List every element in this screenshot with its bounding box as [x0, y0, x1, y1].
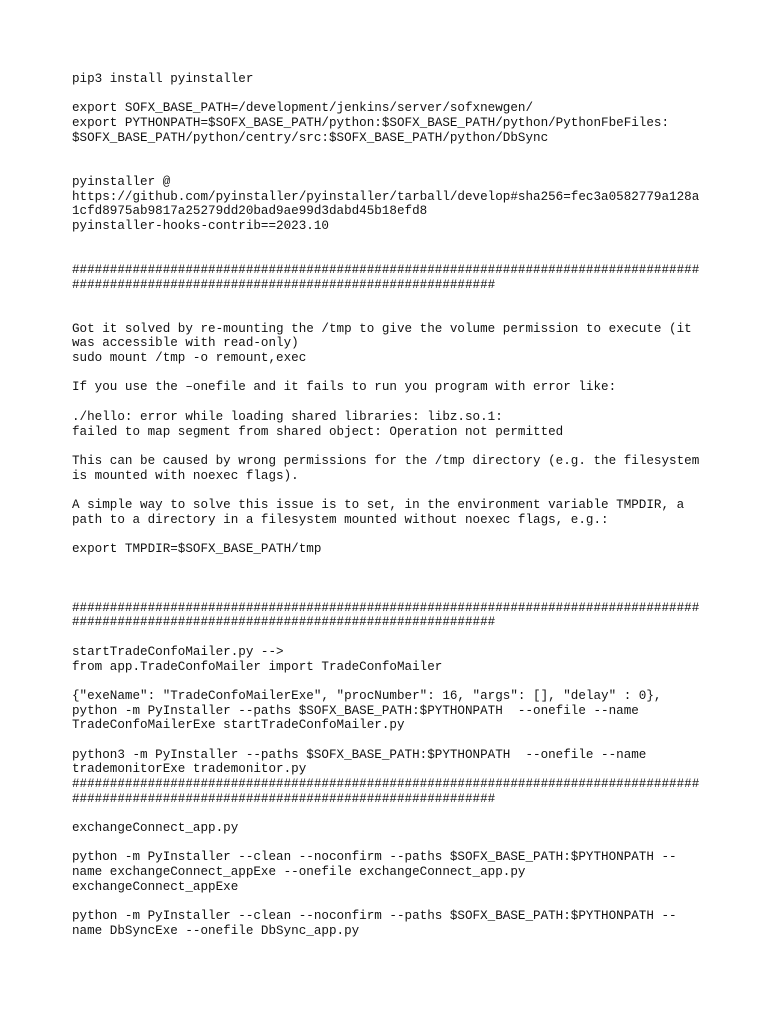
text-line: path to a directory in a filesystem mounted without noexec flags, e.g.:: [72, 512, 609, 527]
blank-line: [72, 248, 712, 263]
blank-line: [72, 557, 712, 572]
text-line: {"exeName": "TradeConfoMailerExe", "procNumber": 16, "args": [], "delay" : 0},: [72, 688, 662, 703]
text-line: pyinstaller @: [72, 174, 171, 189]
text-line: name exchangeConnect_appExe --onefile exchangeConnect_app.py: [72, 865, 526, 880]
separator-line: ########################################################: [72, 615, 496, 630]
blank-line: [72, 307, 712, 322]
blank-line: [72, 439, 712, 454]
separator-line: ###################################################################################: [72, 777, 700, 791]
text-line: was accessible with read-only): [72, 336, 299, 351]
text-line: trademonitorExe trademonitor.py: [72, 762, 307, 777]
text-line: TradeConfoMailerExe startTradeConfoMailer.py: [72, 718, 405, 733]
text-line: This can be caused by wrong permissions for the /tmp directory (e.g. the filesystem: [72, 453, 700, 468]
blank-line: [72, 366, 712, 381]
text-line: sudo mount /tmp -o remount,exec: [72, 351, 307, 366]
text-line: pyinstaller-hooks-contrib==2023.10: [72, 218, 329, 233]
text-line: export PYTHONPATH=$SOFX_BASE_PATH/python:$SOFX_BASE_PATH/python/PythonFbeFiles:: [72, 116, 670, 131]
blank-line: [72, 674, 712, 689]
text-line: python -m PyInstaller --clean --noconfirm --paths $SOFX_BASE_PATH:$PYTHONPATH --: [72, 909, 677, 924]
text-line: python3 -m PyInstaller --paths $SOFX_BASE_PATH:$PYTHONPATH --onefile --name: [72, 747, 647, 762]
text-line: startTradeConfoMailer.py -->: [72, 644, 284, 659]
blank-line: [72, 733, 712, 748]
text-line: A simple way to solve this issue is to set, in the environment variable TMPDIR, a: [72, 497, 685, 512]
text-line: from app.TradeConfoMailer import TradeConfoMailer: [72, 659, 443, 674]
text-line: If you use the –onefile and it fails to run you program with error like:: [72, 380, 617, 395]
text-line: python -m PyInstaller --clean --noconfirm --paths $SOFX_BASE_PATH:$PYTHONPATH --: [72, 850, 677, 865]
text-line: Got it solved by re-mounting the /tmp to give the volume permission to execute (it: [72, 321, 692, 336]
blank-line: [72, 630, 712, 645]
text-line: python -m PyInstaller --paths $SOFX_BASE_PATH:$PYTHONPATH --onefile --name: [72, 703, 639, 718]
blank-line: [72, 395, 712, 410]
text-line: export SOFX_BASE_PATH=/development/jenkins/server/sofxnewgen/: [72, 101, 534, 116]
text-line: $SOFX_BASE_PATH/python/centry/src:$SOFX_BASE_PATH/python/DbSync: [72, 130, 549, 145]
blank-line: [72, 145, 712, 160]
text-line: exchangeConnect_app.py: [72, 821, 239, 836]
separator-line: ###################################################################################: [72, 600, 700, 615]
separator-line: ###################################################################################: [72, 262, 700, 277]
text-line: exchangeConnect_appExe: [72, 879, 239, 894]
blank-line: [72, 836, 712, 851]
text-line: failed to map segment from shared object: Operation not permitted: [72, 424, 564, 439]
blank-line: [72, 483, 712, 498]
separator-line: ########################################################: [72, 791, 496, 806]
text-line: name DbSyncExe --onefile DbSync_app.py: [72, 923, 360, 938]
blank-line: [72, 527, 712, 542]
text-line: is mounted with noexec flags).: [72, 468, 299, 483]
text-line: ./hello: error while loading shared libraries: libz.so.1:: [72, 409, 503, 424]
blank-line: [72, 87, 712, 102]
blank-line: [72, 234, 712, 249]
document-text: [72, 72, 712, 939]
text-line: pip3 install pyinstaller: [72, 72, 254, 86]
blank-line: [72, 586, 712, 601]
blank-line: [72, 292, 712, 307]
text-line: https://github.com/pyinstaller/pyinstaller/tarball/develop#sha256=fec3a0582779a128a: [72, 189, 700, 204]
text-line: export TMPDIR=$SOFX_BASE_PATH/tmp: [72, 542, 322, 556]
text-line: 1cfd8975ab9817a25279dd20bad9ae99d3dabd45b18efd8: [72, 204, 428, 219]
blank-line: [72, 571, 712, 586]
blank-line: [72, 160, 712, 175]
blank-line: [72, 806, 712, 821]
blank-line: [72, 895, 712, 910]
separator-line: ########################################################: [72, 277, 496, 292]
